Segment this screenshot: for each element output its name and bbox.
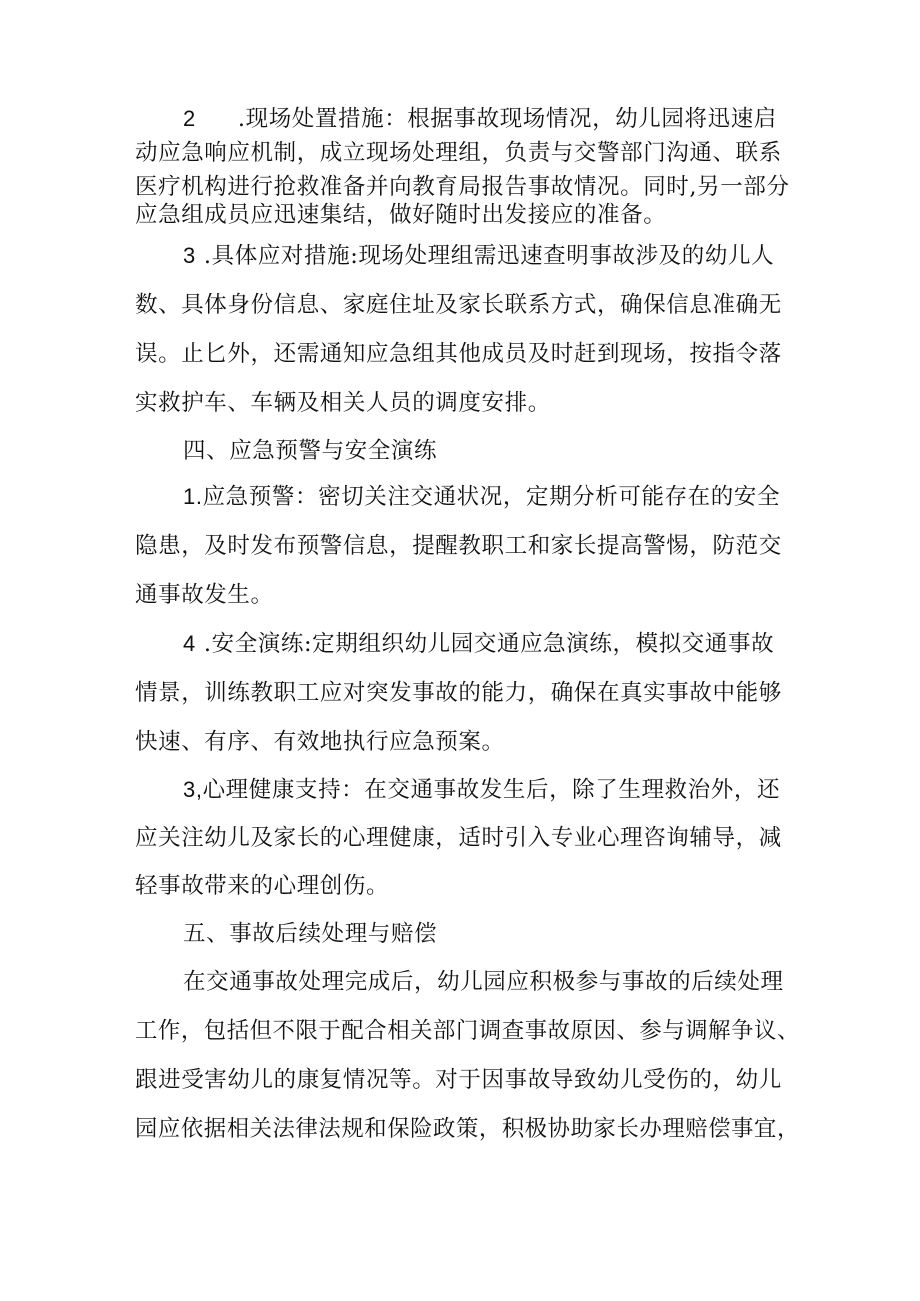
section-heading-5: 五、事故后续处理与赔偿: [183, 921, 438, 947]
paragraph-2-number: 3: [183, 243, 196, 268]
paragraph-3-line-3: 通事故发生。: [135, 582, 274, 608]
paragraph-6-line-3: 跟进受害幼儿的康复情况等。对于因事故导致幼儿受伤的，幼儿: [135, 1067, 782, 1093]
paragraph-6-line-4: 园应依据相关法律法规和保险政策，积极协助家长办理赔偿事宜，: [135, 1116, 800, 1142]
paragraph-4-number: 4: [183, 631, 196, 656]
paragraph-2-text: .具体应对措施:现场处理组需迅速查明事故涉及的幼儿人: [203, 243, 775, 269]
paragraph-5-number: 3,: [183, 777, 203, 802]
paragraph-5-line-1: [183, 775, 780, 805]
paragraph-3-line-2: 隐患，及时发布预警信息，提醒教职工和家长提高警惕，防范交: [135, 533, 782, 559]
paragraph-1-line-2: 动应急响应机制，成立现场处理组，负责与交警部门沟通、联系: [135, 140, 782, 166]
paragraph-2-line-4: 实救护车、车辆及相关人员的调度安排。: [135, 390, 551, 416]
section-heading-4: 四、应急预警与安全演练: [183, 438, 438, 464]
paragraph-4-line-3: 快速、有序、有效地执行应急预案。: [135, 729, 505, 755]
paragraph-5-line-3: 轻事故带来的心理创伤。: [135, 873, 390, 899]
paragraph-5-line-2: 应关注幼儿及家长的心理健康，适时引入专业心理咨询辅导，减: [135, 825, 782, 851]
paragraph-1-line-3: 医疗机构进行抢救准备并向教育局报告事故情况。同时,另一部分: [135, 174, 790, 200]
paragraph-2-line-3: 误。止匕外，还需通知应急组其他成员及时赶到现场，按指令落: [135, 341, 782, 367]
paragraph-4-line-1: [183, 629, 774, 659]
paragraph-1-line-1: [183, 104, 777, 134]
paragraph-5-text: 心理健康支持：在交通事故发生后，除了生理救治外，还: [202, 777, 781, 803]
paragraph-4-text: .安全演练:定期组织幼儿园交通应急演练，模拟交通事故: [203, 631, 775, 657]
paragraph-2-line-1: [183, 241, 774, 271]
paragraph-6-line-1: 在交通事故处理完成后，幼儿园应积极参与事故的后续处理: [183, 969, 784, 995]
paragraph-3-number: 1.: [183, 484, 203, 509]
paragraph-3-line-1: [183, 482, 780, 512]
paragraph-6-line-2: 工作，包括但不限于配合相关部门调查事故原因、参与调解争议、: [135, 1018, 800, 1044]
paragraph-1-text: .现场处置措施：根据事故现场情况，幼儿园将迅速启: [237, 106, 777, 132]
paragraph-4-line-2: 情景，训练教职工应对突发事故的能力，确保在真实事故中能够: [135, 680, 782, 706]
paragraph-2-line-2: 数、具体身份信息、家庭住址及家长联系方式，确保信息准确无: [135, 292, 782, 318]
paragraph-1-number: 2: [183, 106, 196, 131]
paragraph-3-text: 应急预警：密切关注交通状况，定期分析可能存在的安全: [202, 484, 781, 510]
paragraph-1-line-4: 应急组成员应迅速集结，做好随时出发接应的准备。: [135, 202, 667, 228]
